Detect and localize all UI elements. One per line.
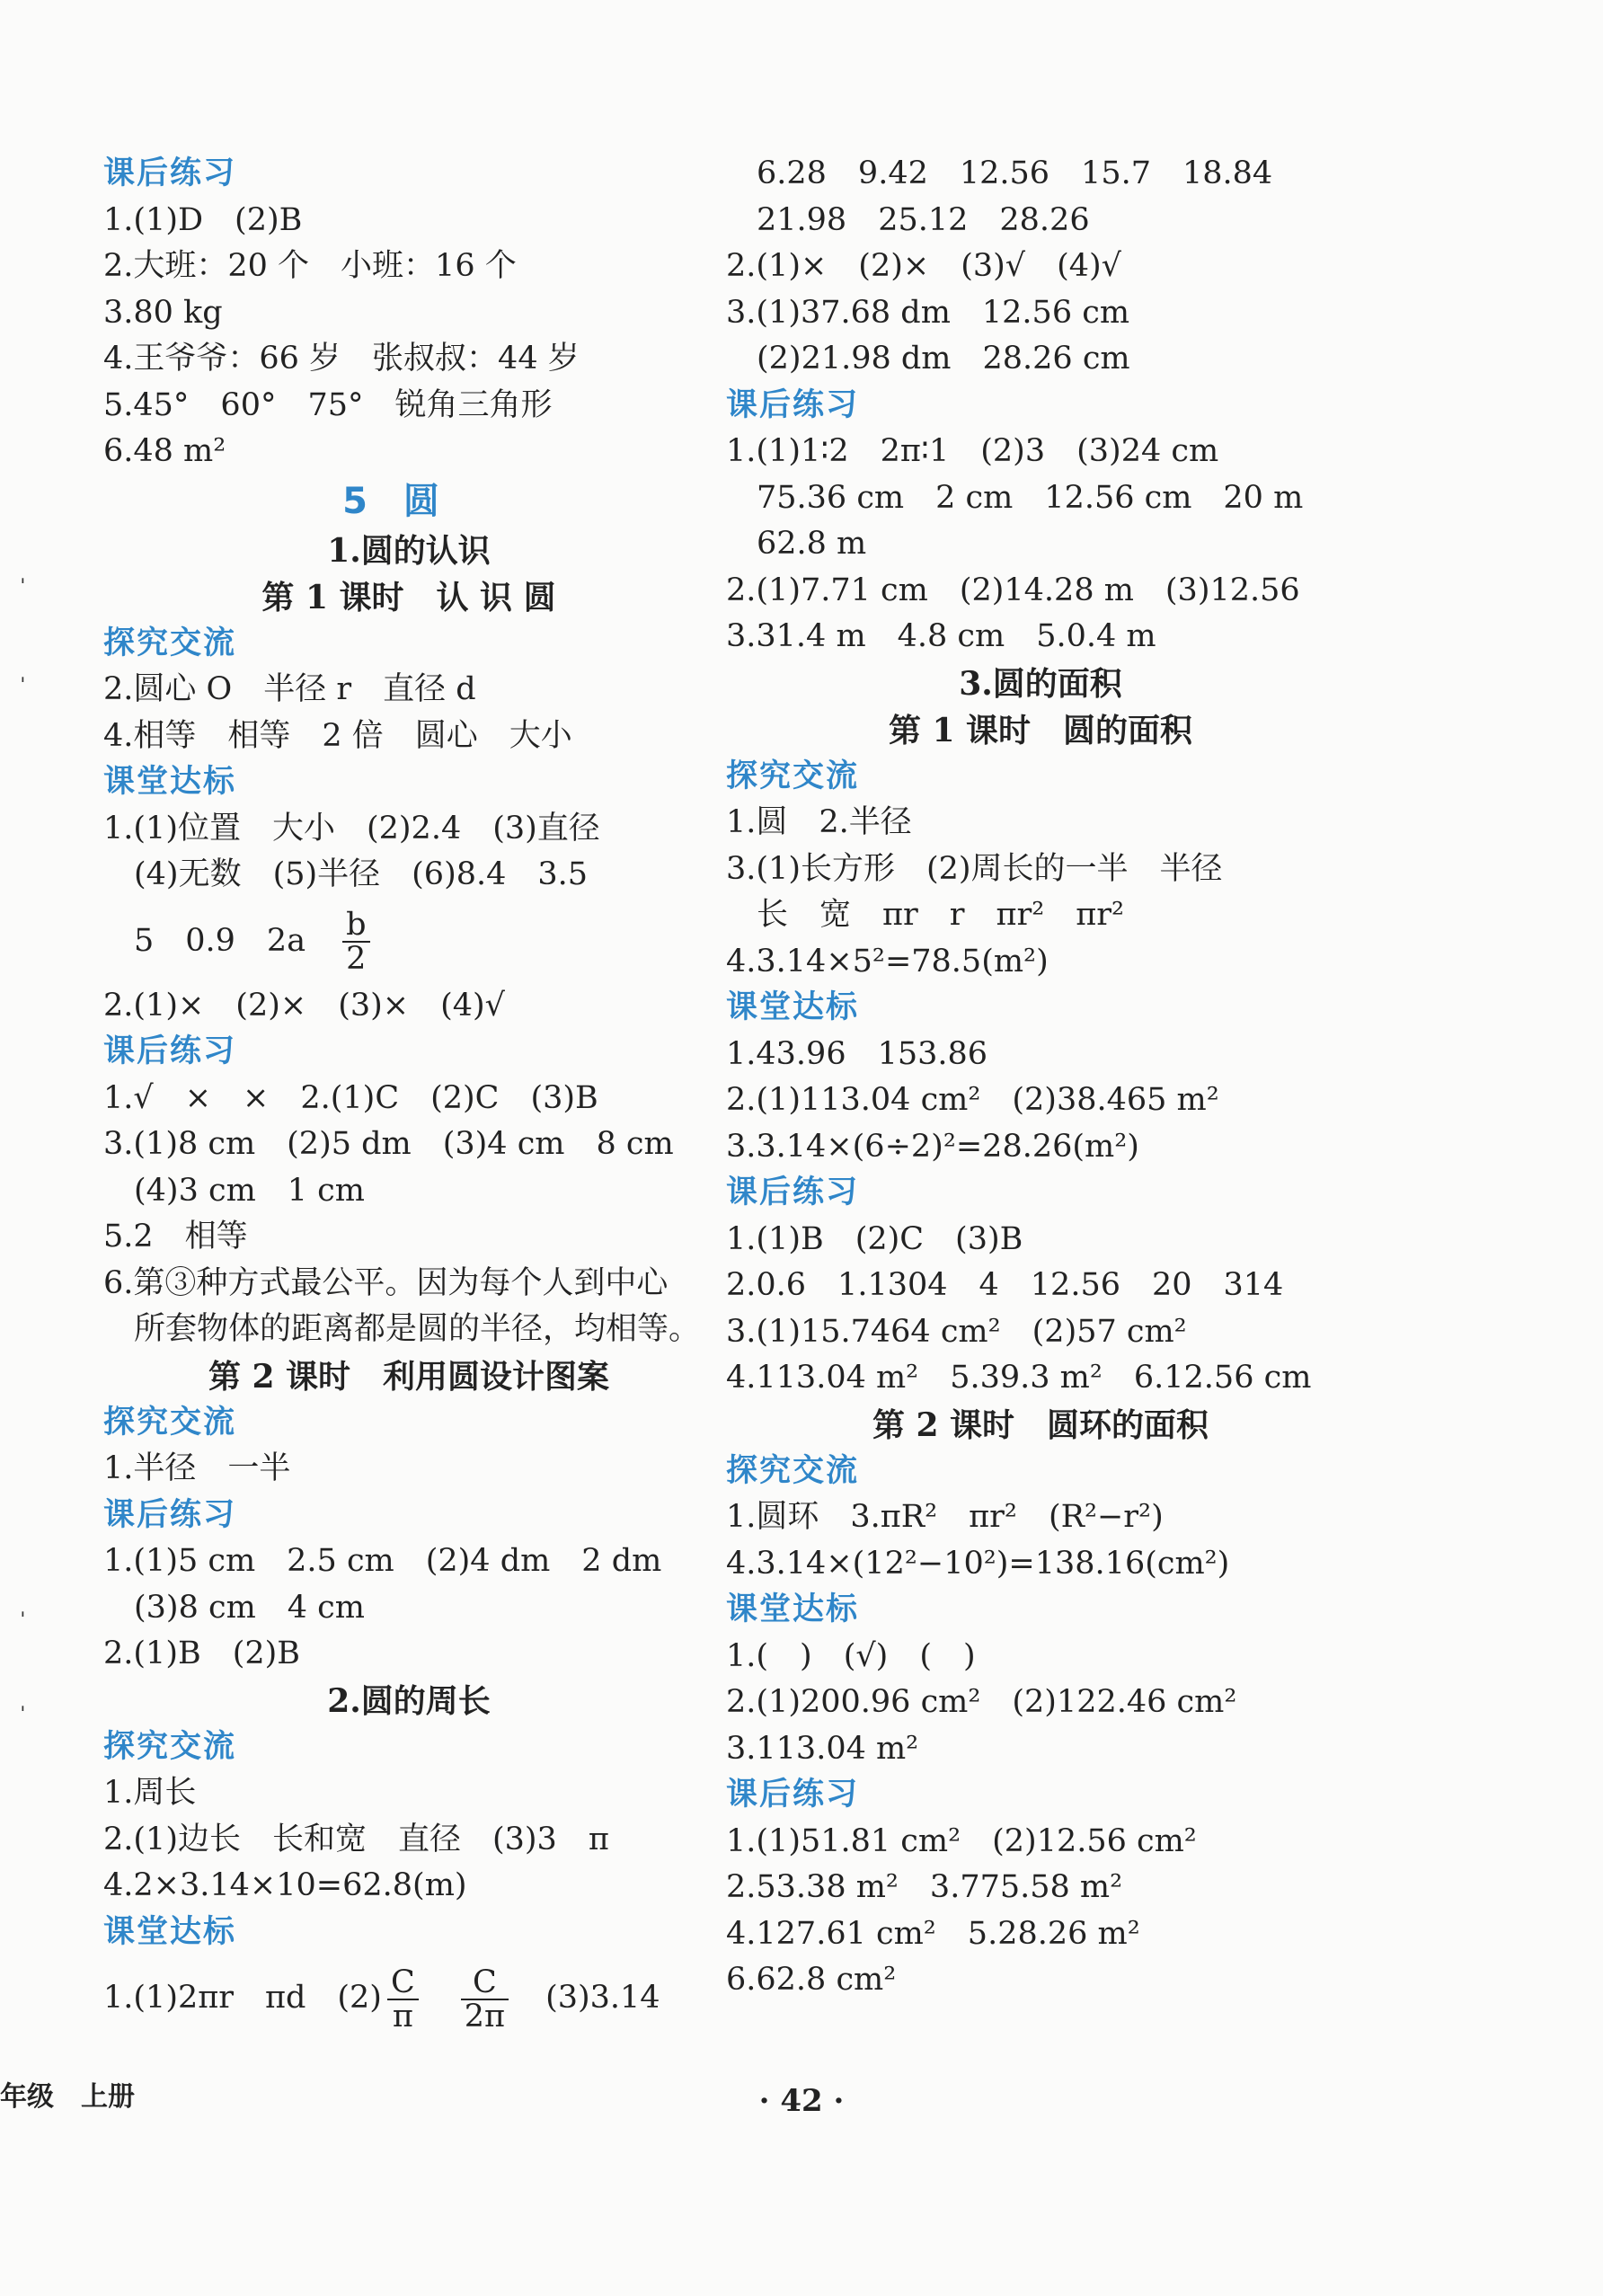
answer-line: 1.周长 bbox=[103, 1775, 197, 1811]
answer-line-fraction bbox=[103, 899, 714, 983]
answer-line: 4.3.14×5²=78.5(m²) bbox=[726, 943, 1049, 980]
margin-mark: ˈ bbox=[20, 674, 26, 699]
margin-mark: ˈ bbox=[20, 1609, 26, 1634]
fraction-denominator: 2π bbox=[464, 1998, 506, 2034]
answer-line: (4)无数 (5)半径 (6)8.4 3.5 bbox=[134, 856, 589, 892]
margin-mark: ˈ bbox=[20, 575, 26, 600]
answer-line: 6.62.8 cm² bbox=[726, 1962, 897, 1998]
answer-line: 2.(1)× (2)× (3)√ (4)√ bbox=[726, 248, 1121, 284]
answer-line: 4.127.61 cm² 5.28.26 m² bbox=[726, 1915, 1140, 1952]
right-column bbox=[726, 151, 1355, 2004]
answer-line: 1.(1)B (2)C (3)B bbox=[726, 1220, 1023, 1257]
answer-line: 1.43.96 153.86 bbox=[726, 1035, 988, 1072]
fraction-numerator: C bbox=[387, 1966, 419, 2000]
answer-line: 2.圆心 O 半径 r 直径 d bbox=[103, 671, 476, 707]
answer-line: 3.3.14×(6÷2)²=28.26(m²) bbox=[726, 1128, 1139, 1165]
answer-text: 1.(1)2πr πd (2) bbox=[103, 1980, 382, 2016]
answer-line: 2.(1)113.04 cm² (2)38.465 m² bbox=[726, 1082, 1219, 1118]
section-heading: 探究交流 bbox=[103, 1404, 237, 1441]
section-heading: 课后练习 bbox=[726, 386, 860, 423]
section-heading: 课堂达标 bbox=[726, 1591, 860, 1627]
answer-line: 2.(1)边长 长和宽 直径 (3)3 π bbox=[103, 1821, 609, 1857]
answer-line: 3.(1)8 cm (2)5 dm (3)4 cm 8 cm bbox=[103, 1126, 674, 1162]
answer-text: 5 0.9 2a bbox=[134, 922, 306, 959]
answer-line: 3.80 kg bbox=[103, 294, 223, 331]
answer-line: 4.113.04 m² 5.39.3 m² 6.12.56 cm bbox=[726, 1360, 1312, 1396]
answer-line: 1.圆环 3.πR² πr² (R²−r²) bbox=[726, 1499, 1164, 1535]
answer-line: 6.28 9.42 12.56 15.7 18.84 bbox=[757, 155, 1273, 191]
answer-line: 6.第③种方式最公平。因为每个人到中心 bbox=[103, 1264, 669, 1301]
answer-line: 1.(1)5 cm 2.5 cm (2)4 dm 2 dm bbox=[103, 1543, 662, 1579]
answer-line: 1.( ) (√) ( ) bbox=[726, 1637, 976, 1674]
answer-line: (2)21.98 dm 28.26 cm bbox=[757, 341, 1130, 377]
answer-line: 2.0.6 1.1304 4 12.56 20 314 bbox=[726, 1267, 1284, 1303]
answer-line: 21.98 25.12 28.26 bbox=[757, 201, 1090, 238]
section-title: 2.圆的周长 bbox=[327, 1681, 491, 1720]
section-title: 1.圆的认识 bbox=[327, 531, 491, 570]
answer-line: 2.(1)200.96 cm² (2)122.46 cm² bbox=[726, 1684, 1237, 1720]
answer-line: 1.(1)51.81 cm² (2)12.56 cm² bbox=[726, 1822, 1197, 1859]
answer-line: 1.√ × × 2.(1)C (2)C (3)B bbox=[103, 1079, 598, 1116]
fraction-numerator: b bbox=[342, 909, 369, 943]
answer-line: 1.(1)位置 大小 (2)2.4 (3)直径 bbox=[103, 810, 600, 847]
answer-line: 3.(1)长方形 (2)周长的一半 半径 bbox=[726, 850, 1223, 887]
lesson-title: 第 2 课时 利用圆设计图案 bbox=[208, 1357, 610, 1396]
fraction-numerator: C bbox=[461, 1966, 509, 2000]
answer-line: 5.45° 60° 75° 锐角三角形 bbox=[103, 386, 553, 423]
margin-mark: ˈ bbox=[20, 1703, 26, 1728]
page-number: · 42 · bbox=[758, 2083, 845, 2119]
footer-grade-label: 年级 上册 bbox=[0, 2081, 135, 2113]
answer-line: (3)8 cm 4 cm bbox=[134, 1589, 365, 1626]
lesson-title: 第 1 课时 圆的面积 bbox=[888, 711, 1193, 749]
section-heading: 探究交流 bbox=[726, 758, 860, 794]
answer-line: 4.3.14×(12²−10²)=138.16(cm²) bbox=[726, 1545, 1230, 1582]
section-heading: 探究交流 bbox=[103, 625, 237, 661]
chapter-title: 5 圆 bbox=[342, 480, 439, 522]
section-heading: 课后练习 bbox=[103, 1033, 237, 1069]
answer-line: 4.王爷爷：66 岁 张叔叔：44 岁 bbox=[103, 341, 580, 377]
answer-line: 5.2 相等 bbox=[103, 1219, 248, 1254]
answer-line: 3.113.04 m² bbox=[726, 1730, 919, 1767]
section-heading: 课堂达标 bbox=[103, 764, 237, 800]
section-title: 3.圆的面积 bbox=[959, 664, 1122, 703]
answer-line: 1.半径 一半 bbox=[103, 1450, 291, 1486]
fraction bbox=[387, 1966, 419, 2033]
answer-line: 2.(1)× (2)× (3)× (4)√ bbox=[103, 987, 505, 1024]
answer-line: 2.大班：20 个 小班：16 个 bbox=[103, 248, 517, 284]
answer-line: 2.(1)7.71 cm (2)14.28 m (3)12.56 bbox=[726, 572, 1300, 608]
lesson-title: 第 1 课时 认 识 圆 bbox=[261, 578, 556, 616]
answer-line: 长 宽 πr r πr² πr² bbox=[757, 897, 1124, 933]
fraction bbox=[461, 1966, 509, 2033]
answer-line: 1.圆 2.半径 bbox=[726, 804, 912, 840]
section-heading: 课后练习 bbox=[103, 155, 237, 191]
answer-line: (4)3 cm 1 cm bbox=[134, 1172, 365, 1209]
answer-line: 1.(1)1∶2 2π∶1 (2)3 (3)24 cm bbox=[726, 433, 1219, 469]
left-column bbox=[103, 151, 714, 2040]
answer-line: 2.(1)B (2)B bbox=[103, 1636, 300, 1671]
answer-line: 62.8 m bbox=[757, 526, 867, 562]
fraction-denominator: 2 bbox=[346, 941, 367, 977]
answer-line: 4.相等 相等 2 倍 圆心 大小 bbox=[103, 717, 572, 754]
section-heading: 课后练习 bbox=[103, 1496, 237, 1533]
answer-line: 6.48 m² bbox=[103, 433, 226, 469]
answer-text: (3)3.14 bbox=[545, 1980, 660, 2016]
answer-line: 2.53.38 m² 3.775.58 m² bbox=[726, 1869, 1123, 1905]
section-heading: 课堂达标 bbox=[103, 1913, 237, 1950]
section-heading: 课后练习 bbox=[726, 1777, 860, 1813]
section-heading: 课后练习 bbox=[726, 1175, 860, 1210]
answer-line: 3.(1)15.7464 cm² (2)57 cm² bbox=[726, 1313, 1187, 1350]
answer-line: 4.2×3.14×10=62.8(m) bbox=[103, 1867, 467, 1903]
answer-line: 75.36 cm 2 cm 12.56 cm 20 m bbox=[757, 479, 1304, 516]
fraction bbox=[342, 909, 369, 975]
lesson-title: 第 2 课时 圆环的面积 bbox=[872, 1405, 1209, 1444]
answer-line: 3.(1)37.68 dm 12.56 cm bbox=[726, 294, 1130, 331]
section-heading: 课堂达标 bbox=[726, 989, 860, 1025]
answer-line: 所套物体的距离都是圆的半径，均相等。 bbox=[134, 1311, 701, 1347]
answer-line-fraction bbox=[103, 1955, 714, 2040]
answer-line: 1.(1)D (2)B bbox=[103, 201, 303, 238]
fraction-denominator: π bbox=[392, 1998, 413, 2034]
answer-line: 3.31.4 m 4.8 cm 5.0.4 m bbox=[726, 618, 1156, 654]
section-heading: 探究交流 bbox=[726, 1452, 860, 1489]
section-heading: 探究交流 bbox=[103, 1728, 237, 1765]
